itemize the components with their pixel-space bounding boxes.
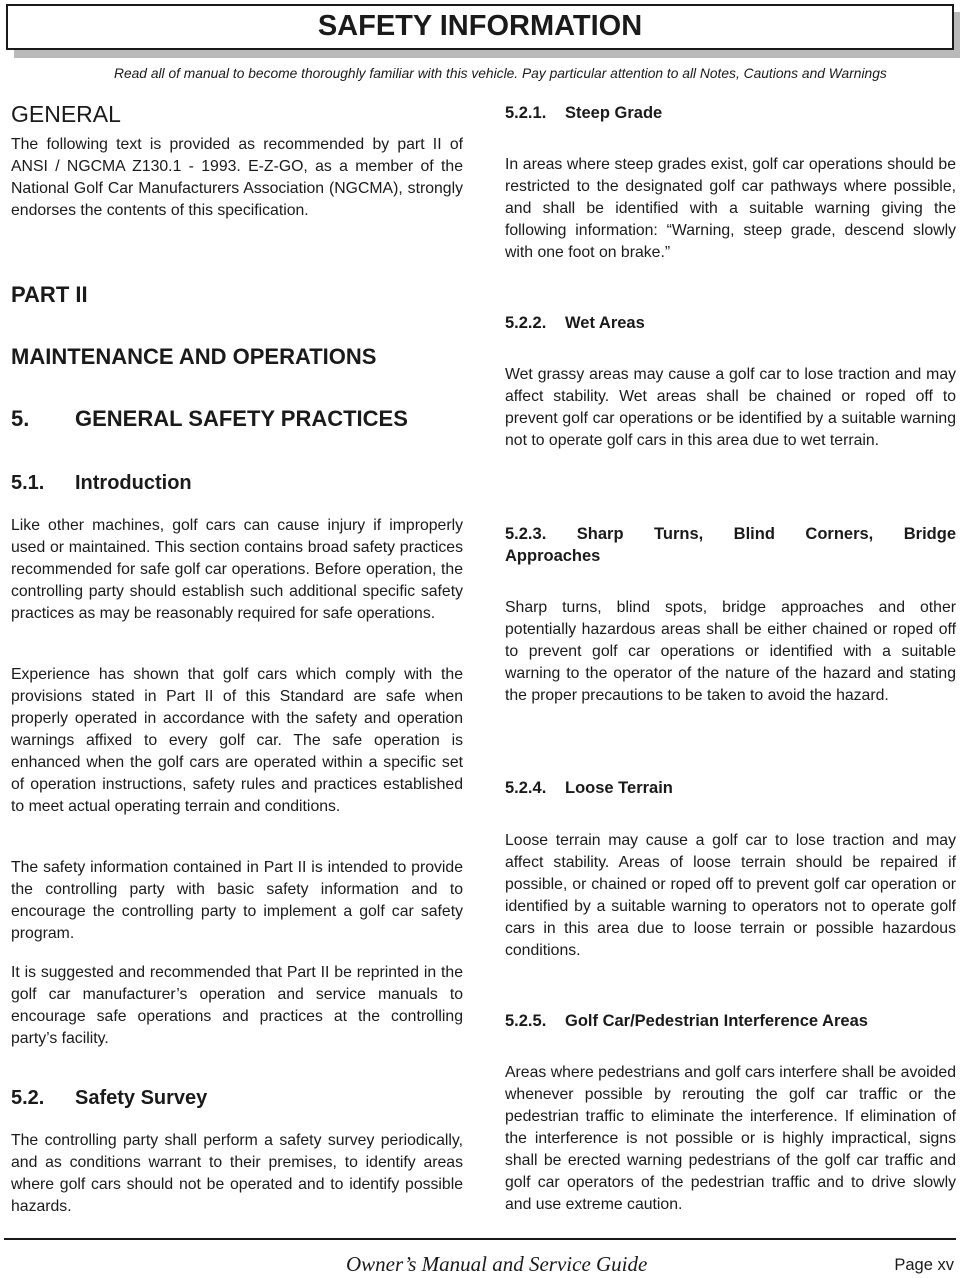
general-text: The following text is provided as recommended by part II of ANSI / NGCMA Z130.1 - 1993. E-Z-GO, as a member of the National Golf Car Manufacturers Association (NGCMA), strongly endorses the contents of this specification.: [11, 136, 463, 219]
intro-paragraph-4: It is suggested and recommended that Part II be reprinted in the golf car manufacturer’s operation and service manuals to encourage safe operations and practices at the controlling party’s facility.: [11, 964, 463, 1047]
part-heading: PART II: [11, 282, 88, 307]
section-number: 5.2.5.: [505, 1012, 547, 1030]
section-5-1-heading: [11, 470, 463, 496]
maintenance-heading: MAINTENANCE AND OPERATIONS: [11, 344, 377, 369]
survey-text: The controlling party shall perform a safety survey periodically, and as conditions warrant to their premises, to identify areas where golf cars should not be operated and to identify possible hazards.: [11, 1132, 463, 1215]
intro-paragraph-1: Like other machines, golf cars can cause injury if improperly used or maintained. This section contains broad safety practices recommended for safe golf car operations. Before operation, the controlling party should establish such additional specific safety practices as may be reasonably required for safe operations.: [11, 517, 463, 622]
section-number: 5.1.: [11, 472, 45, 494]
section-title: Steep Grade: [565, 104, 663, 122]
pedestrian-interference-text: Areas where pedestrians and golf cars interfere shall be avoided whenever possible by rerouting the golf car traffic or the pedestrian traffic to eliminate the interference. If elimination of the interference is not possible or is highly impractical, signs shall be erected warning pedestrians of the golf car traffic and golf car operators of the pedestrian traffic and to drive slowly and use extreme caution.: [505, 1064, 956, 1213]
section-5-2-5-heading: [505, 1010, 956, 1032]
section-number: 5.2.4.: [505, 779, 547, 797]
section-number: 5.2.2.: [505, 314, 547, 332]
intro-paragraph-3: The safety information contained in Part II is intended to provide the controlling party with basic safety information and to encourage the controlling party to implement a golf car safety program.: [11, 859, 463, 942]
section-5-2-heading: [11, 1085, 463, 1111]
section-5-heading: [11, 405, 463, 433]
footer-title: Owner’s Manual and Service Guide: [346, 1252, 648, 1276]
page-number: Page xv: [894, 1256, 954, 1274]
section-title: Introduction: [75, 472, 192, 494]
footer-rule: [4, 1238, 956, 1240]
section-title: GENERAL SAFETY PRACTICES: [75, 406, 408, 431]
section-5-2-1-heading: [505, 102, 956, 124]
section-title: Wet Areas: [565, 314, 645, 332]
wet-areas-text: Wet grassy areas may cause a golf car to lose traction and may affect stability. Wet areas shall be chained or roped off to prevent golf car operations or be identified by a suitable warning not to operate golf cars in this area due to wet terrain.: [505, 366, 956, 449]
section-title: Golf Car/Pedestrian Interference Areas: [565, 1012, 868, 1030]
section-heading-line: 5.2.3. Sharp Turns, Blind Corners, Bridge: [505, 525, 956, 543]
section-number: 5.2.: [11, 1087, 45, 1109]
section-title: Loose Terrain: [565, 779, 673, 797]
section-title: Safety Survey: [75, 1087, 208, 1109]
section-5-2-4-heading: [505, 777, 956, 799]
page-title: SAFETY INFORMATION: [317, 10, 643, 42]
section-number: 5.: [11, 406, 30, 431]
intro-paragraph-2: Experience has shown that golf cars which comply with the provisions stated in Part II of this Standard are safe when properly operated in accordance with the safety and operation warnings affixed to every golf car. The safe operation is enhanced when the golf cars are operated within a specific set of operation instructions, safety rules and practices established to meet actual operating terrain and conditions.: [11, 666, 463, 815]
section-5-2-3-heading: [505, 523, 956, 567]
sharp-turns-text: Sharp turns, blind spots, bridge approaches and other potentially hazardous areas shall be either chained or roped off to prevent golf car operations or identified with a suitable warning to the operator of the nature of the hazard and stating the proper precautions to be taken to avoid the hazard.: [505, 599, 956, 704]
section-5-2-2-heading: [505, 312, 956, 334]
general-heading: GENERAL: [11, 101, 121, 127]
section-heading-line: Approaches: [505, 547, 601, 565]
loose-terrain-text: Loose terrain may cause a golf car to lose traction and may affect stability. Areas of loose terrain should be repaired if possible, or chained or roped off to prevent golf car operation or identified by a suitable warning to operators not to operate golf cars in this area due to loose terrain or possible hazardous conditions.: [505, 832, 956, 959]
section-number: 5.2.1.: [505, 104, 547, 122]
steep-grade-text: In areas where steep grades exist, golf car operations should be restricted to the designated golf car pathways where possible, and shall be identified with a suitable warning giving the following information: “Warning, steep grade, descend slowly with one foot on brake.”: [505, 156, 956, 261]
page-subtitle: Read all of manual to become thoroughly familiar with this vehicle. Pay particular attention to all Notes, Cautions and Warnings: [114, 66, 887, 81]
